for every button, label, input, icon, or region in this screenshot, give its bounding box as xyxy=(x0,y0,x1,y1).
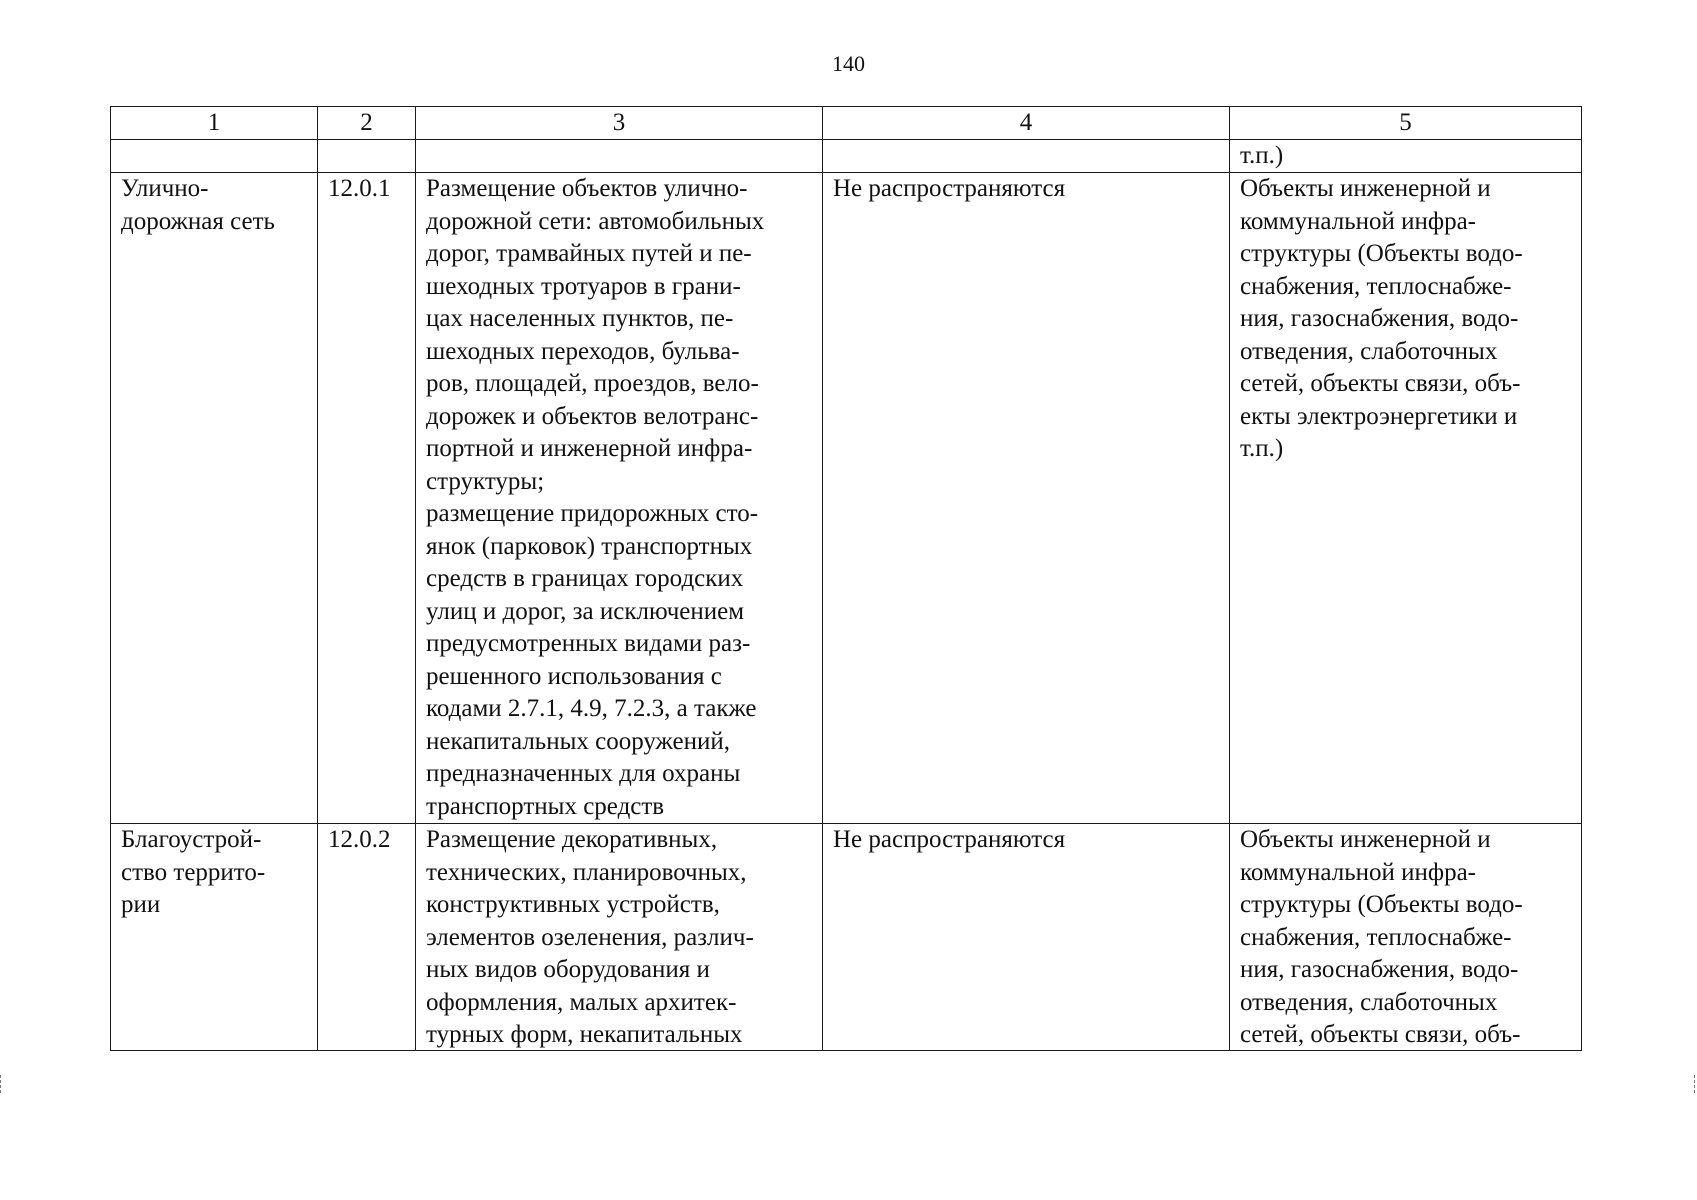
table-row xyxy=(111,173,1582,824)
infrastructure-cell xyxy=(1230,824,1582,1051)
table-row xyxy=(111,824,1582,1051)
description-text: Размещение декоративных, технических, планировочных, конструктивных устройств, элементов озеленения, различ- ных видов оборудования и оформления, малых архитек- турных форм, некапитальных xyxy=(426,826,754,1048)
column-4-text: Не распространяются xyxy=(833,826,1066,853)
continuation-cell-3 xyxy=(416,140,823,173)
scan-edge-mark-right xyxy=(1691,1075,1695,1093)
land-use-code-text: 12.0.2 xyxy=(328,826,391,853)
land-use-code-cell xyxy=(318,824,416,1051)
page-number: 140 xyxy=(832,51,865,76)
column-4-cell: Не распространяются xyxy=(823,173,1230,824)
land-use-code-cell: 12.0.1 xyxy=(318,173,416,824)
column-header-1: 1 xyxy=(111,107,318,140)
continuation-cell-5: т.п.) xyxy=(1230,140,1582,173)
land-use-name-cell xyxy=(111,824,318,1051)
infrastructure-cell: Объекты инженерной и коммунальной инфра- структуры (Объекты водо- снабжения, теплоснабже- ния, газоснабжения, водо- отведения, слаботочных сетей, объекты связи, объ- екты электроэнергетики и т.п.) xyxy=(1230,173,1582,824)
column-header-4: 4 xyxy=(823,107,1230,140)
continuation-row xyxy=(111,140,1582,173)
land-use-table xyxy=(110,106,1582,1051)
land-use-name-cell: Улично- дорожная сеть xyxy=(111,173,318,824)
column-header-2: 2 xyxy=(318,107,416,140)
table-header-row xyxy=(111,107,1582,140)
column-4-cell xyxy=(823,824,1230,1051)
column-header-5: 5 xyxy=(1230,107,1582,140)
land-use-name-text: Благоустрой- ство террито- рии xyxy=(121,826,266,918)
continuation-cell-2 xyxy=(318,140,416,173)
column-header-3: 3 xyxy=(416,107,823,140)
scan-edge-mark-left xyxy=(0,1075,4,1093)
infrastructure-text: Объекты инженерной и коммунальной инфра- структуры (Объекты водо- снабжения, теплоснабже- ния, газоснабжения, водо- отведения, слаботочных сетей, объекты связи, объ- xyxy=(1240,826,1523,1048)
description-cell: Размещение объектов улично- дорожной сети: автомобильных дорог, трамвайных путей и пе- шеходных тротуаров в грани- цах населенных пунктов, пе- шеходных переходов, бульва- ров, площадей, проездов, вело- дорожек и объектов велотранс- портной и инженерной инфра- структуры; размещение придорожных сто- янок (парковок) транспортных средств в границах городских улиц и дорог, за исключением предусмотренных видами раз- решенного использования с кодами 2.7.1, 4.9, 7.2.3, а также некапитальных сооружений, предназначенных для охраны транспортных средств xyxy=(416,173,823,824)
continuation-cell-1 xyxy=(111,140,318,173)
description-cell xyxy=(416,824,823,1051)
continuation-cell-4 xyxy=(823,140,1230,173)
